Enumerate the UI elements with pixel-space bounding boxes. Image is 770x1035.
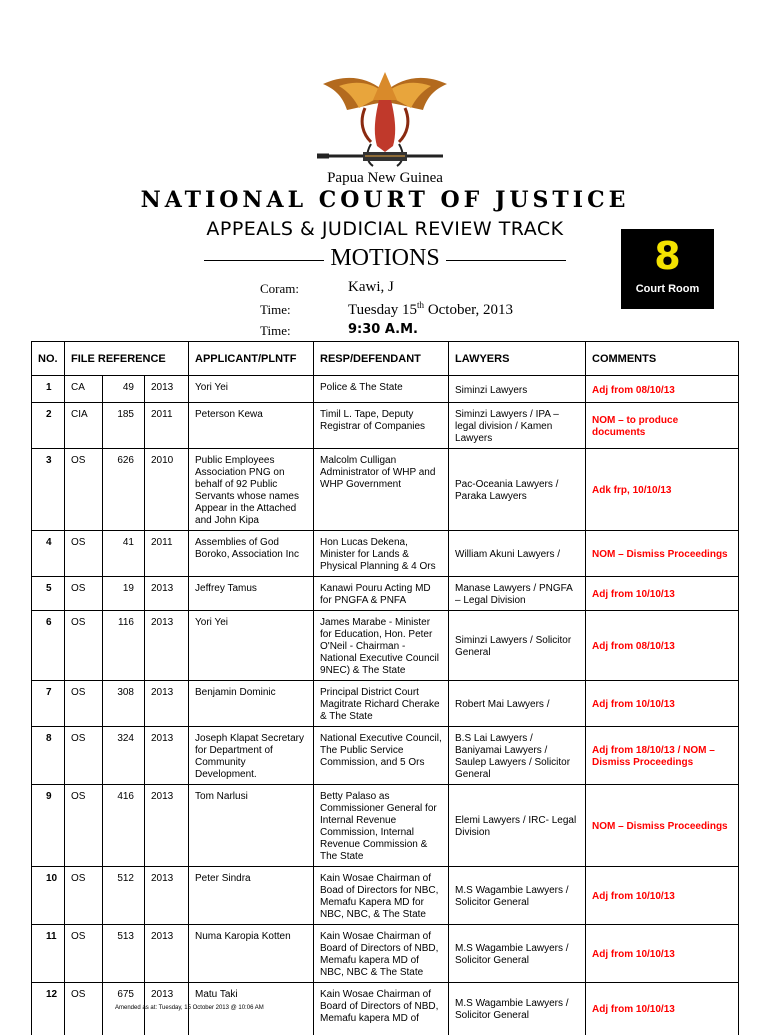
respondent-cell: Kain Wosae Chairman of Boad of Directors for NBC, Memafu Kapera MD for NBC, NBC, & The State bbox=[314, 867, 449, 925]
applicant-cell: Benjamin Dominic bbox=[189, 681, 314, 727]
file-year: 2013 bbox=[145, 785, 189, 867]
lawyers-cell: William Akuni Lawyers / bbox=[449, 531, 586, 577]
row-number: 7 bbox=[32, 681, 65, 727]
date-value bbox=[348, 300, 513, 319]
applicant-cell: Public Employees Association PNG on behalf of 92 Public Servants whose names Appear in the Attached and John Kipa bbox=[189, 449, 314, 531]
row-number: 1 bbox=[32, 376, 65, 403]
applicant-cell: Peter Sindra bbox=[189, 867, 314, 925]
lawyers-cell: B.S Lai Lawyers / Baniyamai Lawyers / Saulep Lawyers / Solicitor General bbox=[449, 727, 586, 785]
lawyers-cell: Siminzi Lawyers / IPA – legal division / Kamen Lawyers bbox=[449, 403, 586, 449]
country-name: Papua New Guinea bbox=[327, 170, 443, 186]
table-row bbox=[32, 681, 739, 727]
header-lawyers: LAWYERS bbox=[449, 342, 586, 376]
file-number: 185 bbox=[103, 403, 145, 449]
applicant-cell: Jeffrey Tamus bbox=[189, 577, 314, 611]
applicant-cell: Joseph Klapat Secretary for Department of Community Development. bbox=[189, 727, 314, 785]
comments-cell: NOM – to produce documents bbox=[586, 403, 739, 449]
date-prefix: Tuesday 15 bbox=[348, 302, 418, 318]
applicant-cell: Yori Yei bbox=[189, 611, 314, 681]
comments-cell: Adj from 08/10/13 bbox=[586, 611, 739, 681]
motions-label: MOTIONS bbox=[330, 245, 440, 271]
header-applicant: APPLICANT/PLNTF bbox=[189, 342, 314, 376]
respondent-cell: National Executive Council, The Public Service Commission, and 5 Ors bbox=[314, 727, 449, 785]
file-type: OS bbox=[65, 681, 103, 727]
file-year: 2013 bbox=[145, 925, 189, 983]
table-row bbox=[32, 925, 739, 983]
court-title: NATIONAL COURT OF JUSTICE bbox=[140, 187, 630, 213]
row-number: 10 bbox=[32, 867, 65, 925]
table-row bbox=[32, 403, 739, 449]
comments-cell: Adj from 10/10/13 bbox=[586, 867, 739, 925]
comments-cell: Adj from 10/10/13 bbox=[586, 925, 739, 983]
comments-cell: Adj from 10/10/13 bbox=[586, 577, 739, 611]
amended-footer: Amended as at: Tuesday, 15 October 2013 @ 10:06 AM bbox=[115, 1005, 264, 1011]
lawyers-cell: Pac-Oceania Lawyers / Paraka Lawyers bbox=[449, 449, 586, 531]
applicant-cell: Matu Taki bbox=[189, 983, 314, 1035]
file-number: 416 bbox=[103, 785, 145, 867]
comments-cell: Adj from 18/10/13 / NOM – Dismiss Proceedings bbox=[586, 727, 739, 785]
row-number: 3 bbox=[32, 449, 65, 531]
file-number: 19 bbox=[103, 577, 145, 611]
file-type: OS bbox=[65, 983, 103, 1035]
motions-rule-right bbox=[446, 260, 566, 261]
coram-value: Kawi, J bbox=[348, 279, 394, 295]
file-type: OS bbox=[65, 785, 103, 867]
comments-cell: Adj from 10/10/13 bbox=[586, 983, 739, 1035]
file-year: 2013 bbox=[145, 727, 189, 785]
lawyers-cell: Siminzi Lawyers bbox=[449, 376, 586, 403]
date-suffix: October, 2013 bbox=[424, 302, 514, 318]
comments-cell: NOM – Dismiss Proceedings bbox=[586, 785, 739, 867]
date-label: Time: bbox=[260, 302, 291, 317]
file-number: 324 bbox=[103, 727, 145, 785]
lawyers-cell: M.S Wagambie Lawyers / Solicitor General bbox=[449, 983, 586, 1035]
court-room-number: 8 bbox=[654, 234, 681, 278]
lawyers-cell: Elemi Lawyers / IRC- Legal Division bbox=[449, 785, 586, 867]
file-number: 41 bbox=[103, 531, 145, 577]
respondent-cell: James Marabe - Minister for Education, Hon. Peter O'Neil - Chairman - National Executive Council 9NEC) & The State bbox=[314, 611, 449, 681]
comments-cell: Adk frp, 10/10/13 bbox=[586, 449, 739, 531]
file-type: OS bbox=[65, 925, 103, 983]
bird-of-paradise-emblem bbox=[315, 62, 455, 172]
lawyers-cell: M.S Wagambie Lawyers / Solicitor General bbox=[449, 867, 586, 925]
date-ordinal: th bbox=[417, 300, 425, 310]
respondent-cell: Kain Wosae Chairman of Board of Directors of NBD, Memafu kapera MD of NBC, NBC & The State bbox=[314, 925, 449, 983]
file-type: CIA bbox=[65, 403, 103, 449]
table-row bbox=[32, 867, 739, 925]
row-number: 12 bbox=[32, 983, 65, 1035]
header-no: NO. bbox=[32, 342, 65, 376]
table-row bbox=[32, 727, 739, 785]
file-year: 2013 bbox=[145, 577, 189, 611]
applicant-cell: Tom Narlusi bbox=[189, 785, 314, 867]
file-number: 308 bbox=[103, 681, 145, 727]
row-number: 5 bbox=[32, 577, 65, 611]
file-type: OS bbox=[65, 867, 103, 925]
row-number: 6 bbox=[32, 611, 65, 681]
file-year: 2011 bbox=[145, 531, 189, 577]
file-year: 2013 bbox=[145, 376, 189, 403]
file-type: OS bbox=[65, 611, 103, 681]
row-number: 11 bbox=[32, 925, 65, 983]
respondent-cell: Police & The State bbox=[314, 376, 449, 403]
lawyers-cell: Manase Lawyers / PNGFA – Legal Division bbox=[449, 577, 586, 611]
lawyers-cell: Siminzi Lawyers / Solicitor General bbox=[449, 611, 586, 681]
file-year: 2013 bbox=[145, 983, 189, 1035]
time-label: Time: bbox=[260, 323, 291, 338]
table-row bbox=[32, 611, 739, 681]
lawyers-cell: Robert Mai Lawyers / bbox=[449, 681, 586, 727]
applicant-cell: Numa Karopia Kotten bbox=[189, 925, 314, 983]
applicant-cell: Peterson Kewa bbox=[189, 403, 314, 449]
court-room-badge bbox=[621, 229, 714, 309]
respondent-cell: Kain Wosae Chairman of Board of Directors of NBD, Memafu kapera MD of bbox=[314, 983, 449, 1035]
comments-cell: Adj from 10/10/13 bbox=[586, 681, 739, 727]
respondent-cell: Hon Lucas Dekena, Minister for Lands & Physical Planning & 4 Ors bbox=[314, 531, 449, 577]
coram-label: Coram: bbox=[260, 281, 299, 296]
header-comments: COMMENTS bbox=[586, 342, 739, 376]
file-year: 2011 bbox=[145, 403, 189, 449]
table-row bbox=[32, 449, 739, 531]
row-number: 2 bbox=[32, 403, 65, 449]
comments-cell: NOM – Dismiss Proceedings bbox=[586, 531, 739, 577]
row-number: 4 bbox=[32, 531, 65, 577]
table-row bbox=[32, 785, 739, 867]
comments-cell: Adj from 08/10/13 bbox=[586, 376, 739, 403]
header-respondent: RESP/DEFENDANT bbox=[314, 342, 449, 376]
respondent-cell: Principal District Court Magitrate Richard Cherake & The State bbox=[314, 681, 449, 727]
header-file-reference: FILE REFERENCE bbox=[71, 352, 166, 365]
motions-table bbox=[31, 341, 739, 1035]
file-type: OS bbox=[65, 449, 103, 531]
file-type: OS bbox=[65, 577, 103, 611]
track-title: APPEALS & JUDICIAL REVIEW TRACK bbox=[206, 218, 564, 240]
file-year: 2010 bbox=[145, 449, 189, 531]
row-number: 9 bbox=[32, 785, 65, 867]
court-room-label: Court Room bbox=[635, 283, 700, 295]
respondent-cell: Betty Palaso as Commissioner General for Internal Revenue Commission, Internal Revenue Commission & The State bbox=[314, 785, 449, 867]
file-year: 2013 bbox=[145, 681, 189, 727]
table-header-row bbox=[32, 342, 739, 376]
table-row bbox=[32, 376, 739, 403]
respondent-cell: Kanawi Pouru Acting MD for PNGFA & PNFA bbox=[314, 577, 449, 611]
file-number: 116 bbox=[103, 611, 145, 681]
applicant-cell: Assemblies of God Boroko, Association Inc bbox=[189, 531, 314, 577]
file-type: OS bbox=[65, 531, 103, 577]
table-row bbox=[32, 531, 739, 577]
time-value: 9:30 A.M. bbox=[348, 322, 418, 337]
file-number: 675 bbox=[103, 983, 145, 1035]
row-number: 8 bbox=[32, 727, 65, 785]
file-type: CA bbox=[65, 376, 103, 403]
motions-rule-left bbox=[204, 260, 324, 261]
respondent-cell: Malcolm Culligan Administrator of WHP and WHP Government bbox=[314, 449, 449, 531]
respondent-cell: Timil L. Tape, Deputy Registrar of Companies bbox=[314, 403, 449, 449]
table-row bbox=[32, 577, 739, 611]
file-number: 626 bbox=[103, 449, 145, 531]
file-number: 513 bbox=[103, 925, 145, 983]
applicant-cell: Yori Yei bbox=[189, 376, 314, 403]
file-year: 2013 bbox=[145, 867, 189, 925]
file-type: OS bbox=[65, 727, 103, 785]
file-number: 49 bbox=[103, 376, 145, 403]
file-year: 2013 bbox=[145, 611, 189, 681]
lawyers-cell: M.S Wagambie Lawyers / Solicitor General bbox=[449, 925, 586, 983]
file-number: 512 bbox=[103, 867, 145, 925]
